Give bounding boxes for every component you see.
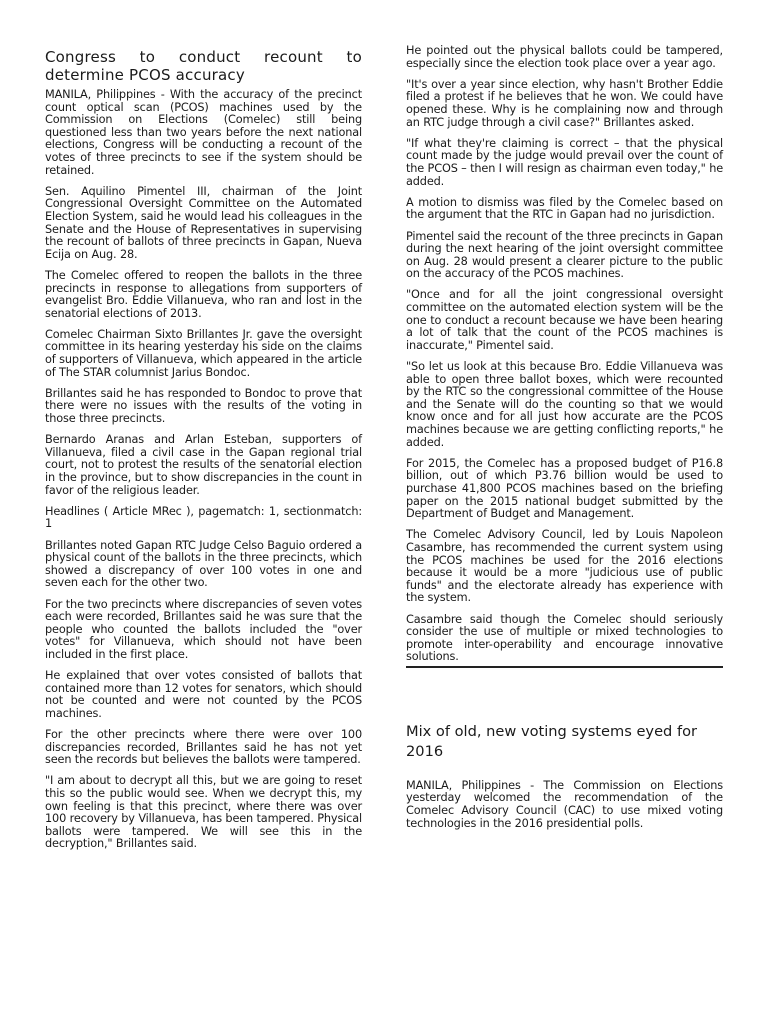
article-paragraph: For the two precincts where discrepancies of seven votes each were recorded, Brillantes said he was sure that the people who counted the ballots included the "over votes" for Villanueva, which should not have been included in the first place. [45, 597, 362, 661]
article-paragraph: "It's over a year since election, why hasn't Brother Eddie filed a protest if he believes that he won. We could have opened these. Why is he complaining now and through an RTC judge through a civil case?" Brillantes asked. [406, 77, 723, 129]
article-paragraph: MANILA, Philippines - The Commission on Elections yesterday welcomed the recommendation of the Comelec Advisory Council (CAC) to use mixed voting technologies in the 2016 presidential polls. [406, 778, 723, 830]
article-paragraph: "Once and for all the joint congressional oversight committee on the automated election system will be the one to conduct a recount because we have been hearing a lot of talk that the count of the PCOS machines is inaccurate," Pimentel said. [406, 288, 723, 352]
article-paragraph: Bernardo Aranas and Arlan Esteban, supporters of Villanueva, filed a civil case in the Gapan regional trial court, not to protest the results of the senatorial election in the province, but to show discrepancies in the count in favor of the religious leader. [45, 433, 362, 497]
article-paragraph: He explained that over votes consisted of ballots that contained more than 12 votes for senators, which should not be counted and were not counted by the PCOS machines. [45, 669, 362, 720]
article-paragraph: Brillantes noted Gapan RTC Judge Celso Baguio ordered a physical count of the ballots in the three precincts, which showed a discrepancy of over 100 votes in one and seven each for the other two. [45, 538, 362, 590]
article-paragraph: "So let us look at this because Bro. Eddie Villanueva was able to open three ballot boxes, which were recounted by the RTC so the congressional committee of the House and the Senate will do the counting so that we would know once and for all just how accurate are the PCOS machines because we are getting conflicting reports," he added. [406, 360, 723, 449]
article-headline: Congress to conduct recount to determine PCOS accuracy [45, 48, 362, 84]
second-article-headline: Mix of old, new voting systems eyed for 2016 [406, 722, 698, 760]
article-paragraph: Sen. Aquilino Pimentel III, chairman of the Joint Congressional Oversight Committee on the Automated Election System, said he would lead his colleagues in the Senate and the House of Representatives in supervising the recount of ballots of three precincts in Gapan, Nueva Ecija on Aug. 28. [45, 184, 362, 261]
article-paragraph: For the other precincts where there were over 100 discrepancies recorded, Brillantes said he has not yet seen the records but believes the ballots were tampered. [45, 728, 362, 767]
article-paragraph: Casambre said though the Comelec should seriously consider the use of multiple or mixed technologies to promote inter-operability and encourage innovative solutions. [406, 612, 723, 664]
article-paragraph: He pointed out the physical ballots could be tampered, especially since the election took place over a year ago. [406, 44, 723, 70]
article-paragraph: A motion to dismiss was filed by the Comelec based on the argument that the RTC in Gapan had no jurisdiction. [406, 195, 723, 222]
left-column [45, 44, 362, 860]
headlines-note: Headlines ( Article MRec ), pagematch: 1, sectionmatch: 1 [45, 504, 362, 531]
article-paragraph: "I am about to decrypt all this, but we are going to reset this so the public would see. When we decrypt this, my own feeling is that this precinct, where there was over 100 recovery by Villanueva, has been tampered. Physical ballots were tampered. We will see this in the decryption," Brillantes said. [45, 774, 362, 851]
article-paragraph: Brillantes said he has responded to Bondoc to prove that there were no issues with the results of the voting in those three precincts. [45, 386, 362, 426]
right-column [406, 45, 723, 839]
article-paragraph: Pimentel said the recount of the three precincts in Gapan during the next hearing of the joint oversight committee on Aug. 28 would present a clearer picture to the public on the accuracy of the PCOS machines. [406, 229, 723, 281]
article-paragraph: The Comelec Advisory Council, led by Louis Napoleon Casambre, has recommended the current system using the PCOS machines be used for the 2016 elections because it would be a more "judicious use of public funds" and the electorate already has experience with the system. [406, 528, 723, 605]
article-paragraph: "If what they're claiming is correct – that the physical count made by the judge would prevail over the count of the PCOS – then I will resign as chairman even today," he added. [406, 136, 723, 188]
article-divider [406, 666, 723, 668]
article-paragraph: For 2015, the Comelec has a proposed budget of P16.8 billion, out of which P3.76 billion would be used to purchase 41,800 PCOS machines based on the briefing paper on the 2015 national budget submitted by the Department of Budget and Management. [406, 456, 723, 521]
article-paragraph: Comelec Chairman Sixto Brillantes Jr. gave the oversight committee in its hearing yesterday his side on the claims of supporters of Villanueva, which appeared in the article of The STAR columnist Jarius Bondoc. [45, 327, 362, 379]
article-paragraph: MANILA, Philippines - With the accuracy of the precinct count optical scan (PCOS) machines used by the Commission on Elections (Comelec) still being questioned less than two years before the next national elections, Congress will be conducting a recount of the votes of three precincts to see if the system should be retained. [45, 88, 362, 177]
article-paragraph: The Comelec offered to reopen the ballots in the three precincts in response to allegations from supporters of evangelist Bro. Eddie Villanueva, who ran and lost in the senatorial elections of 2013. [45, 268, 362, 320]
